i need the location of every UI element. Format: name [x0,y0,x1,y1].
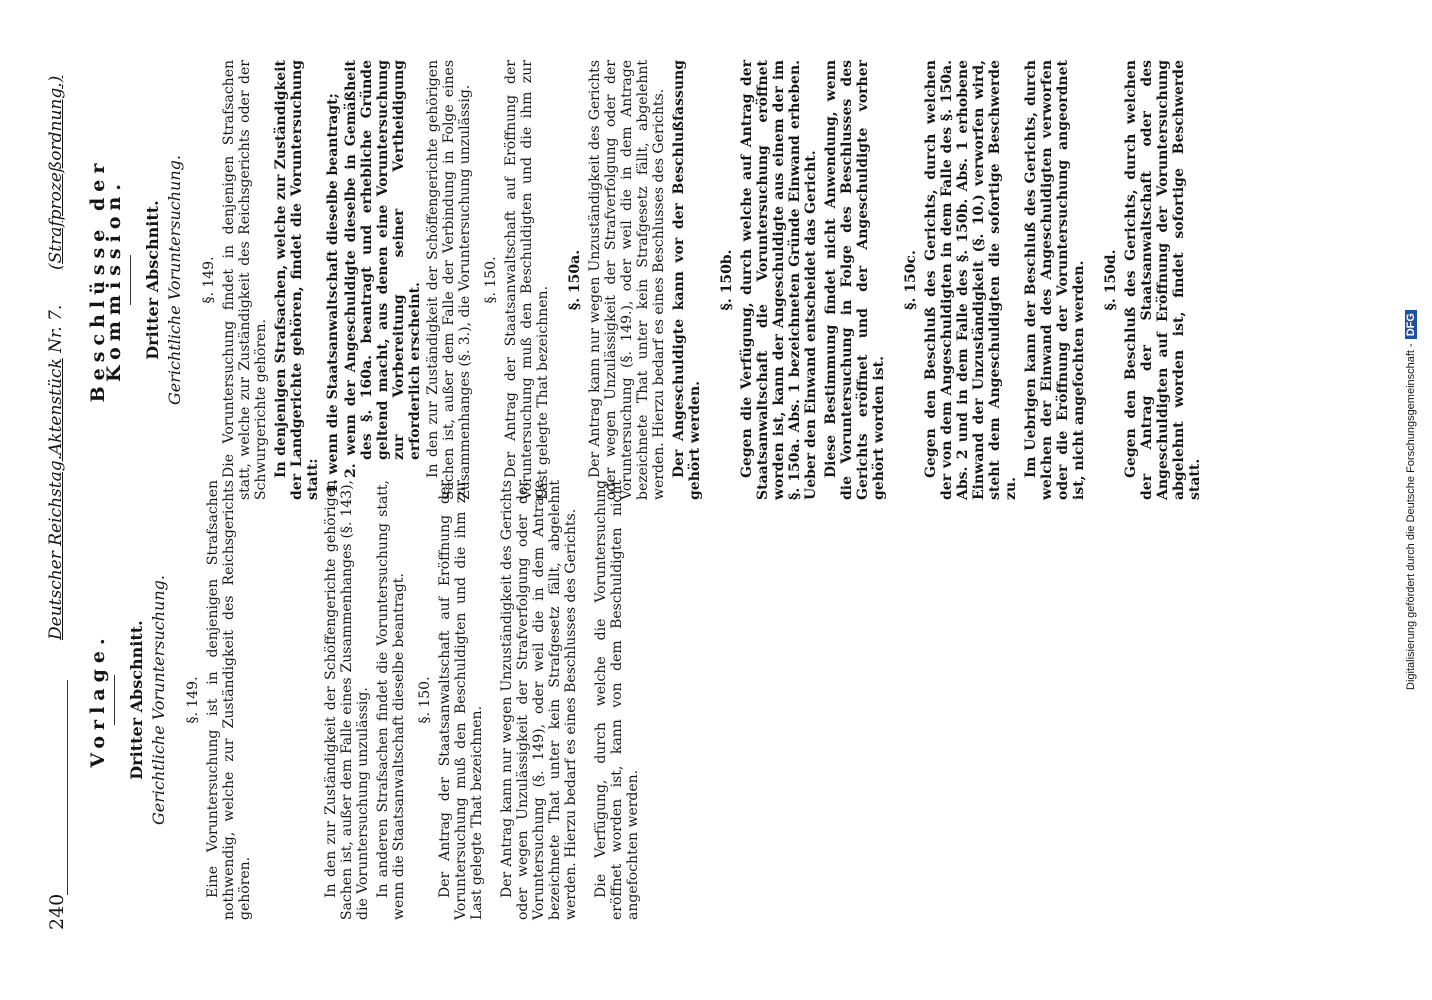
right-section: Dritter Abschnitt. [143,200,162,360]
right-p150b-label: §. 150b. [719,249,735,311]
right-p150d-label: §. 150d. [1103,249,1119,311]
right-p150a-text2: Der Angeschuldigte kann vor der Beschlußfassung gehört werden. [671,60,703,500]
dfg-logo: DFG [1405,310,1417,339]
left-p150-text2: Der Antrag kann nur wegen Unzuständigkeit des Gerichts oder wegen Unzulässigkeit der Strafverfolgung oder der Voruntersuchung (§. 149), oder weil die in dem Antrage bezeichnete That unter kein Strafgesetz fällt, abgelehnt werden. Hierzu bedarf es eines Beschlusses des Gerichts. [499,480,579,920]
left-heading: Vorlage. [87,632,109,768]
header-rule [67,680,68,895]
right-p150-text: Der Antrag der Staatsanwaltschaft auf Eröffnung der Voruntersuchung muß den Beschuldigten und die ihm zur Last gelegte That bezeichnen. [503,60,551,500]
left-p150-text: Der Antrag der Staatsanwaltschaft auf Eröffnung der Voruntersuchung muß den Beschuldigten und die ihm zur Last gelegte That bezeichnen. [437,480,485,920]
right-p150-label: §. 150. [483,256,499,304]
right-p150b-text: Gegen die Verfügung, durch welche auf Antrag der Staatsanwaltschaft die Voruntersuchung eröffnet worden ist, kann der Angeschuldigte aus einem der im §. 150a. Abs. 1 bezeichneten Gründe Einwand erheben. Ueber den Einwand entscheidet das Gericht. [739,60,819,500]
right-p150a-label: §. 150a. [567,249,583,311]
header-title: Deutscher Reichstag. [46,455,66,640]
right-p149-text: Die Voruntersuchung findet in denjenigen Strafsachen statt, welche zur Zuständigkeit des Reichsgerichts oder der Schwurgerichte gehören. [221,60,269,500]
left-divider [114,675,115,725]
left-p150-text3: Die Verfügung, durch welche die Voruntersuchung eröffnet worden ist, kann von dem Beschuldigten nicht angefochten werden. [593,480,641,920]
digitization-footer [1405,0,1417,1000]
left-p149-text: Eine Voruntersuchung ist in denjenigen Strafsachen nothwendig, welche zur Zuständigkeit des Reichsgerichts gehören. [205,480,253,920]
page-number: 240 [46,893,68,930]
left-p150-label: §. 150. [417,676,433,724]
right-p149-label: §. 149. [201,256,217,304]
left-column [87,480,645,920]
right-p150c-text: Gegen den Beschluß des Gerichts, durch welchen der von dem Angeschuldigten in dem Falle des §. 150a. Abs. 2 und in dem Falle des §. 150b. Abs. 1 erhobene Einwand der Unzuständigkeit (§. 10.) verworfen wird, steht dem Angeschuldigten die sofortige Beschwerde zu. [923,60,1019,500]
right-divider [130,255,131,305]
act-label: Aktenstück [46,358,66,455]
right-p150c-text2: Im Uebrigen kann der Beschluß des Gerichts, durch welchen der Einwand des Angeschuldigten verworfen oder die Eröffnung der Voruntersuchung angeordnet ist, nicht angefochten werden. [1023,60,1087,500]
left-subsection: Gerichtliche Voruntersuchung. [149,575,168,826]
right-column [87,60,1207,500]
right-p150c-label: §. 150c. [903,250,919,310]
left-p149-text2: In den zur Zuständigkeit der Schöffengerichte gehörigen Sachen ist, außer dem Falle eines Zusammenhanges (§. 143), die Voruntersuchung unzulässig. [323,480,371,920]
header-subtitle: (Strafprozeßordnung.) [46,75,66,270]
left-p149-label: §. 149. [185,676,201,724]
act-number: Nr. 7. [46,304,66,353]
right-p149-text2: In denjenigen Strafsachen, welche zur Zuständigkeit der Landgerichte gehören, findet die Voruntersuchung statt: [273,60,321,500]
right-heading: Beschlüsse der Kommission. [87,157,125,403]
page-header [40,0,80,1000]
right-p149-text3: In den zur Zuständigkeit der Schöffengerichte gehörigen Sachen ist, außer dem Falle der Verbindung in Folge eines Zusammenhanges (§. 3.), die Voruntersuchung unzulässig. [425,60,473,500]
right-p150b-text2: Diese Bestimmung findet nicht Anwendung, wenn die Voruntersuchung in Folge des Beschlusses des Gerichts eröffnet und der Angeschuldigte vorher gehört worden ist. [823,60,887,500]
header-act [46,305,66,455]
right-p150d-text: Gegen den Beschluß des Gerichts, durch welchen der Antrag der Staatsanwaltschaft oder des Angeschuldigten auf Eröffnung der Voruntersuchung abgelehnt worden ist, findet sofortige Beschwerde statt. [1123,60,1203,500]
right-item2: 2. wenn der Angeschuldigte dieselbe in Gemäßheit des §. 160a. beantragt und erhebliche Gründe geltend macht, aus denen eine Voruntersuchung zur Vorbereitung seiner Vertheidigung erforderlich erscheint. [343,60,423,478]
right-p150a-text: Der Antrag kann nur wegen Unzuständigkeit des Gerichts oder wegen Unzulässigkeit der Strafverfolgung oder der Voruntersuchung (§. 149.), oder weil die in dem Antrage bezeichnete That unter kein Strafgesetz fällt, abgelehnt werden. Hierzu bedarf es eines Beschlusses des Gerichts. [587,60,667,500]
right-subsection: Gerichtliche Voruntersuchung. [165,155,184,406]
left-section: Dritter Abschnitt. [127,620,146,780]
right-item1: 1. wenn die Staatsanwaltschaft dieselbe beantragt; [325,93,341,494]
left-p149-text3: In anderen Strafsachen findet die Voruntersuchung statt, wenn die Staatsanwaltschaft dieselbe beantragt. [375,480,407,920]
footer-text: Digitalisierung gefördert durch die Deutsche Forschungsgemeinschaft - [1405,343,1417,690]
